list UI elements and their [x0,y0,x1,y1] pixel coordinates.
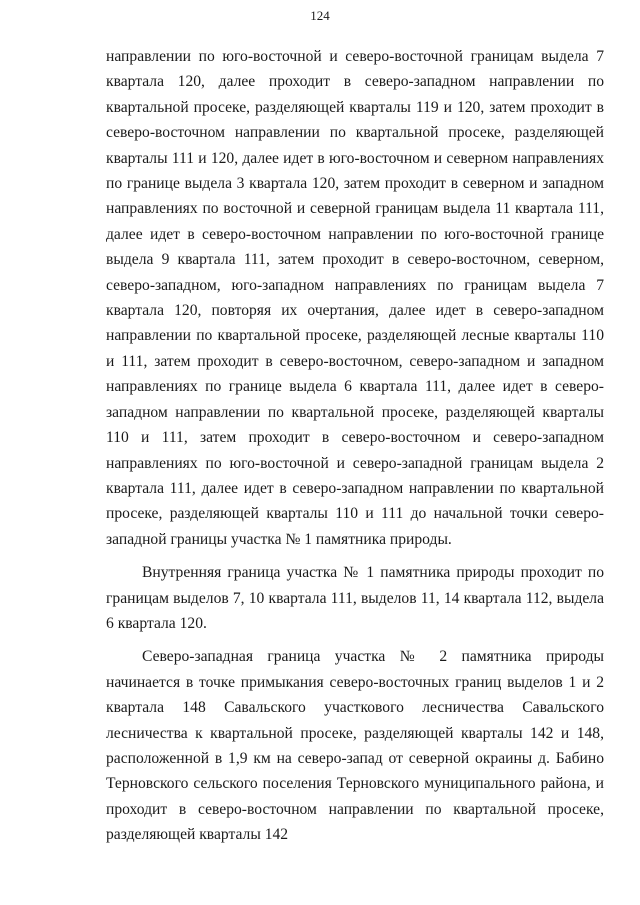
paragraph-inner-boundary: Внутренняя граница участка № 1 памятника природы проходит по границам выделов 7, 10 квартала 111, выделов 11, 14 квартала 112, выдела 6 квартала 120. [106,564,604,632]
paragraph-boundary-continuation: направлении по юго-восточной и северо-восточной границам выдела 7 квартала 120, далее проходит в северо-западном направлении по квартальной просеке, разделяющей кварталы 119 и 120, затем проходит в северо-восточном направлении по квартальной просеке, разделяющей кварталы 111 и 120, далее идет в юго-восточном и северном направлениях по границе выдела 3 квартала 120, затем проходит в северном и западном направлениях по восточной и северной границам выдела 11 квартала 111, далее идет в северо-восточном направлении по юго-восточной границе выдела 9 квартала 111, затем проходит в северо-восточном, северном, северо-западном, юго-западном направлениях по границам выдела 7 квартала 120, повторяя их очертания, далее идет в северо-западном направлении по квартальной просеке, разделяющей лесные кварталы 110 и 111, затем проходит в северо-восточном, северо-западном и западном направлениях по границе выдела 6 квартала 111, далее идет в северо-западном направлении по квартальной просеке, разделяющей кварталы 110 и 111, затем проходит в северо-восточном и северо-западном направлениях по юго-восточной и северо-западной границам выдела 2 квартала 111, далее идет в северо-западном направлении по квартальной просеке, разделяющей кварталы 110 и 111 до начальной точки северо-западной границы участка № 1 памятника природы. [106,48,604,548]
page-number: 124 [310,8,330,23]
document-body [106,44,604,848]
paragraph-site-2-boundary: Северо-западная граница участка № 2 памятника природы начинается в точке примыкания северо-восточных границ выделов 1 и 2 квартала 148 Савальского участкового лесничества Савальского лесничества к квартальной просеке, разделяющей кварталы 142 и 148, расположенной в 1,9 км на северо-запад от северной окраины д. Бабино Терновского сельского поселения Терновского муниципального района, и проходит в северо-восточном направлении по квартальной просеке, разделяющей кварталы 142 [106,648,604,844]
